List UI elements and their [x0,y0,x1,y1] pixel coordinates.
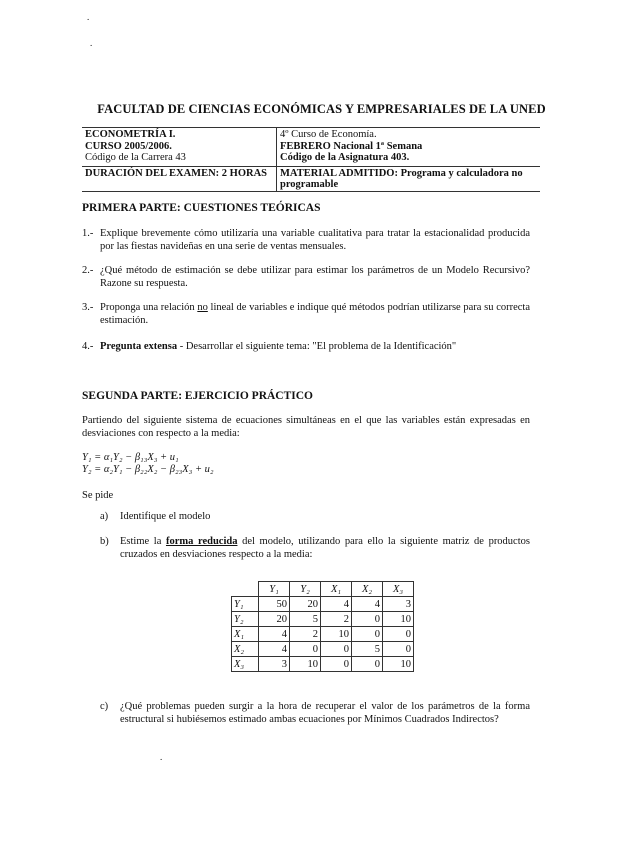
question-text [100,302,530,327]
material-value: Programa y calculadora no programable [280,167,523,190]
matrix-cell: 2 [290,627,321,642]
matrix-cell: 0 [321,657,352,672]
exam-session: FEBRERO Nacional 1ª Semana [280,140,423,152]
matrix-cell: 0 [383,642,414,657]
matrix-col-header: X₁ [321,582,352,597]
matrix-cell: 0 [383,627,414,642]
matrix-cell: 10 [383,657,414,672]
matrix-cell: 20 [259,612,290,627]
matrix-cell: 0 [352,627,383,642]
item-text-part: Estime la [120,536,166,547]
matrix-cell: 50 [259,597,290,612]
part2-heading: SEGUNDA PARTE: EJERCICIO PRÁCTICO [82,390,314,402]
extended-question-label: Pregunta extensa [100,341,178,352]
matrix-col-header: X₃ [383,582,414,597]
item-label: c) [100,701,109,712]
academic-year: CURSO 2005/2006. [85,140,172,152]
question-text [100,341,530,354]
allowed-material [277,166,541,191]
matrix-cell: 5 [290,612,321,627]
matrix-cell: 10 [321,627,352,642]
matrix-cell: 10 [383,612,414,627]
item-text [120,536,530,561]
scan-mark: . [90,38,93,48]
question-2 [82,265,530,290]
matrix-cell: 5 [352,642,383,657]
matrix-cell: 3 [383,597,414,612]
question-text-part: lineal de variables e indique qué métodos podrían utilizarse para su correcta estimación. [100,302,530,326]
item-text: ¿Qué problemas pueden surgir a la hora de recuperar el valor de los parámetros de la forma estructural si hubiésemos estimado ambas ecuaciones por Mínimos Cuadrados Indirectos? [120,701,530,725]
page-title: FACULTAD DE CIENCIAS ECONÓMICAS Y EMPRESARIALES DE LA UNED [97,102,546,116]
part1-heading: PRIMERA PARTE: CUESTIONES TEÓRICAS [82,202,321,214]
se-pide: Se pide [82,490,114,501]
item-label: b) [100,536,109,547]
matrix-cell: 4 [352,597,383,612]
matrix-col-header: Y₂ [290,582,321,597]
matrix-cell: 2 [321,612,352,627]
item-text: Identifique el modelo [120,511,211,522]
question-number: 4.- [82,341,94,352]
question-3 [82,302,530,327]
equation-1: Y₁ = α₁Y₂ − β₁₃X₃ + u₁ [82,452,179,463]
item-b [100,536,530,561]
matrix-cell: 0 [290,642,321,657]
matrix-cell: 4 [259,627,290,642]
matrix-cell: 3 [259,657,290,672]
exercise-intro: Partiendo del siguiente sistema de ecuaciones simultáneas en el que las variables están expresadas en desviaciones con respecto a la media: [82,415,530,439]
header-right [277,128,541,167]
matrix-row-header: Y₁ [232,597,259,612]
item-a [100,511,530,524]
scan-mark: . [87,12,90,22]
header-left [82,128,277,167]
exam-duration: DURACIÓN DEL EXAMEN: 2 HORAS [82,166,277,191]
question-text: ¿Qué método de estimación se debe utilizar para estimar los parámetros de un Modelo Recursivo? Razone su respuesta. [100,265,530,289]
matrix-cell: 0 [352,657,383,672]
career-code: Código de la Carrera 43 [85,152,186,163]
question-text-part: Proponga una relación [100,302,198,313]
item-text-part: del modelo, utilizando para ello la siguiente matriz de productos cruzados en desviaciones respecto a la media: [120,536,530,560]
matrix-row [232,657,414,672]
matrix-cell: 20 [290,597,321,612]
course-level: 4º Curso de Economía. [280,129,377,140]
matrix-row-header: Y₂ [232,612,259,627]
matrix-cell: 0 [321,642,352,657]
scan-mark: . [160,752,163,762]
matrix-cell: 0 [352,612,383,627]
exam-header [82,127,540,192]
question-number: 2.- [82,265,94,276]
matrix-cell: 4 [321,597,352,612]
item-c [100,701,530,726]
question-number: 3.- [82,302,94,313]
question-1 [82,228,530,253]
matrix-cell: 10 [290,657,321,672]
matrix-row [232,597,414,612]
question-4 [82,341,530,354]
matrix-row [232,627,414,642]
matrix-cell: 4 [259,642,290,657]
question-text: Explique brevemente cómo utilizaría una variable cualitativa para tratar la estacionalidad producida por las fiestas navideñas en una serie de ventas mensuales. [100,228,530,252]
matrix-row-header: X₁ [232,627,259,642]
question-text-part: - Desarrollar el siguiente tema: "El problema de la Identificación" [177,341,457,352]
matrix-row [232,612,414,627]
matrix-col-header: X₂ [352,582,383,597]
matrix-col-header: Y₁ [259,582,290,597]
underlined-word: no [197,302,208,313]
matrix-row-header: X₃ [232,657,259,672]
matrix-row [232,642,414,657]
matrix-corner [232,582,259,597]
equation-2: Y₂ = α₂Y₁ − β₂₂X₂ − β₂₃X₃ + u₂ [82,464,214,475]
item-label: a) [100,511,109,522]
question-number: 1.- [82,228,94,239]
course-name: ECONOMETRÍA I. [85,129,176,140]
material-label: MATERIAL ADMITIDO: [280,167,398,179]
underlined-term: forma reducida [165,536,238,547]
matrix-row-header: X₂ [232,642,259,657]
subject-code: Código de la Asignatura 403. [280,152,410,163]
cross-products-matrix [231,581,414,672]
